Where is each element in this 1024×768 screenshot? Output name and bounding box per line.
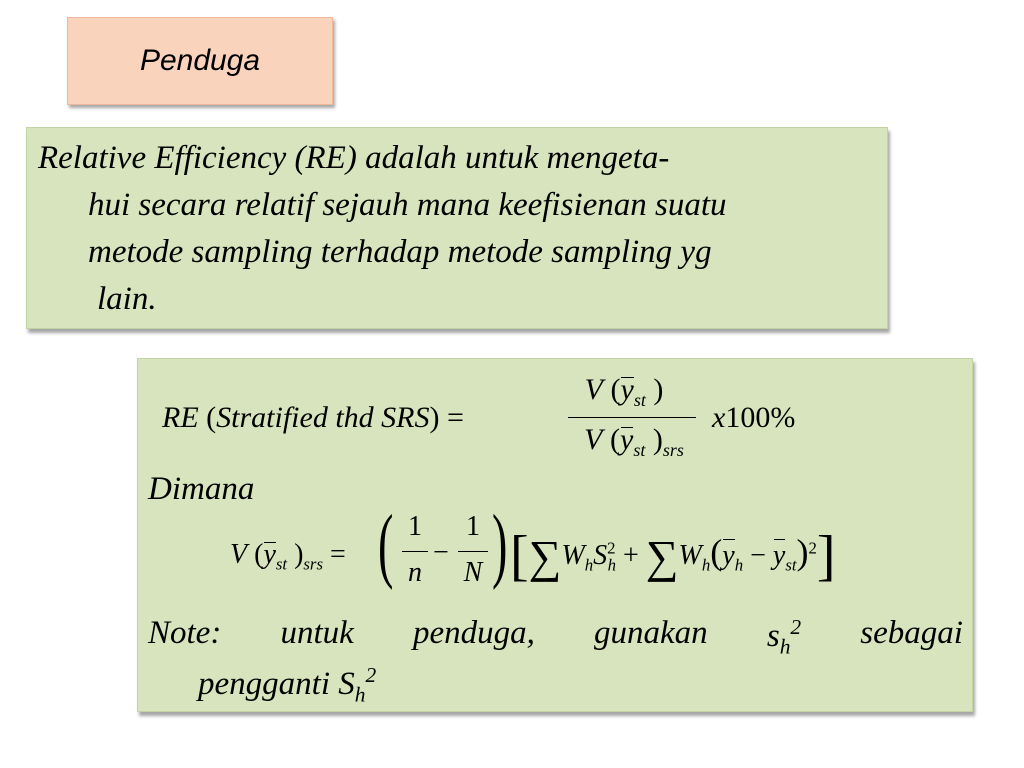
variance-formula bbox=[230, 498, 930, 604]
bracket-expression: $[\sum W_hS^2_h + \sum W_h(y_h - y_{st})^2]$ bbox=[510, 525, 836, 587]
note-word-2: untuk bbox=[280, 615, 354, 651]
variance-lhs: V ($y_{st}$ )$_{srs}$ = bbox=[230, 539, 346, 574]
note-line-1 bbox=[148, 617, 963, 658]
definition-line-1: Relative Efficiency (RE) adalah untuk mengeta- bbox=[38, 140, 670, 176]
re-denominator: V ($y_{st}$ )$_{srs}$ bbox=[584, 423, 684, 460]
minus-sign: − bbox=[433, 537, 449, 568]
re-lhs: RE (Stratified thd SRS) = bbox=[162, 401, 464, 434]
re-fraction bbox=[564, 371, 704, 471]
note-word-4: gunakan bbox=[594, 615, 708, 651]
title-box bbox=[67, 17, 333, 105]
frac-1-n: 1 n bbox=[402, 509, 428, 599]
slide-title: Penduga bbox=[139, 44, 261, 77]
note-word-1: Note: bbox=[148, 615, 222, 651]
note-symbol-sh2: $s_h^2$ bbox=[766, 615, 802, 659]
formula-box bbox=[137, 358, 973, 712]
definition-line-3: metode sampling terhadap metode sampling yg bbox=[88, 234, 712, 270]
paren-open: ( bbox=[378, 498, 394, 591]
dimana-label: Dimana bbox=[148, 471, 255, 507]
definition-line-4: lain. bbox=[97, 281, 157, 317]
note-word-3: penduga, bbox=[412, 615, 535, 651]
re-formula bbox=[162, 371, 842, 471]
re-factor: x100% bbox=[712, 401, 796, 434]
frac-1-N: 1 N bbox=[458, 509, 488, 599]
re-numerator: V ($y_{st}$ ) bbox=[584, 373, 664, 410]
fraction-bar bbox=[568, 417, 696, 418]
note-word-6: sebagai bbox=[860, 615, 963, 651]
definition-box bbox=[26, 127, 888, 329]
paren-close: ) bbox=[492, 498, 508, 591]
definition-line-2: hui secara relatif sejauh mana keefisienan suatu bbox=[88, 187, 727, 223]
note-line-2: pengganti $S_h^2$ bbox=[198, 663, 377, 707]
